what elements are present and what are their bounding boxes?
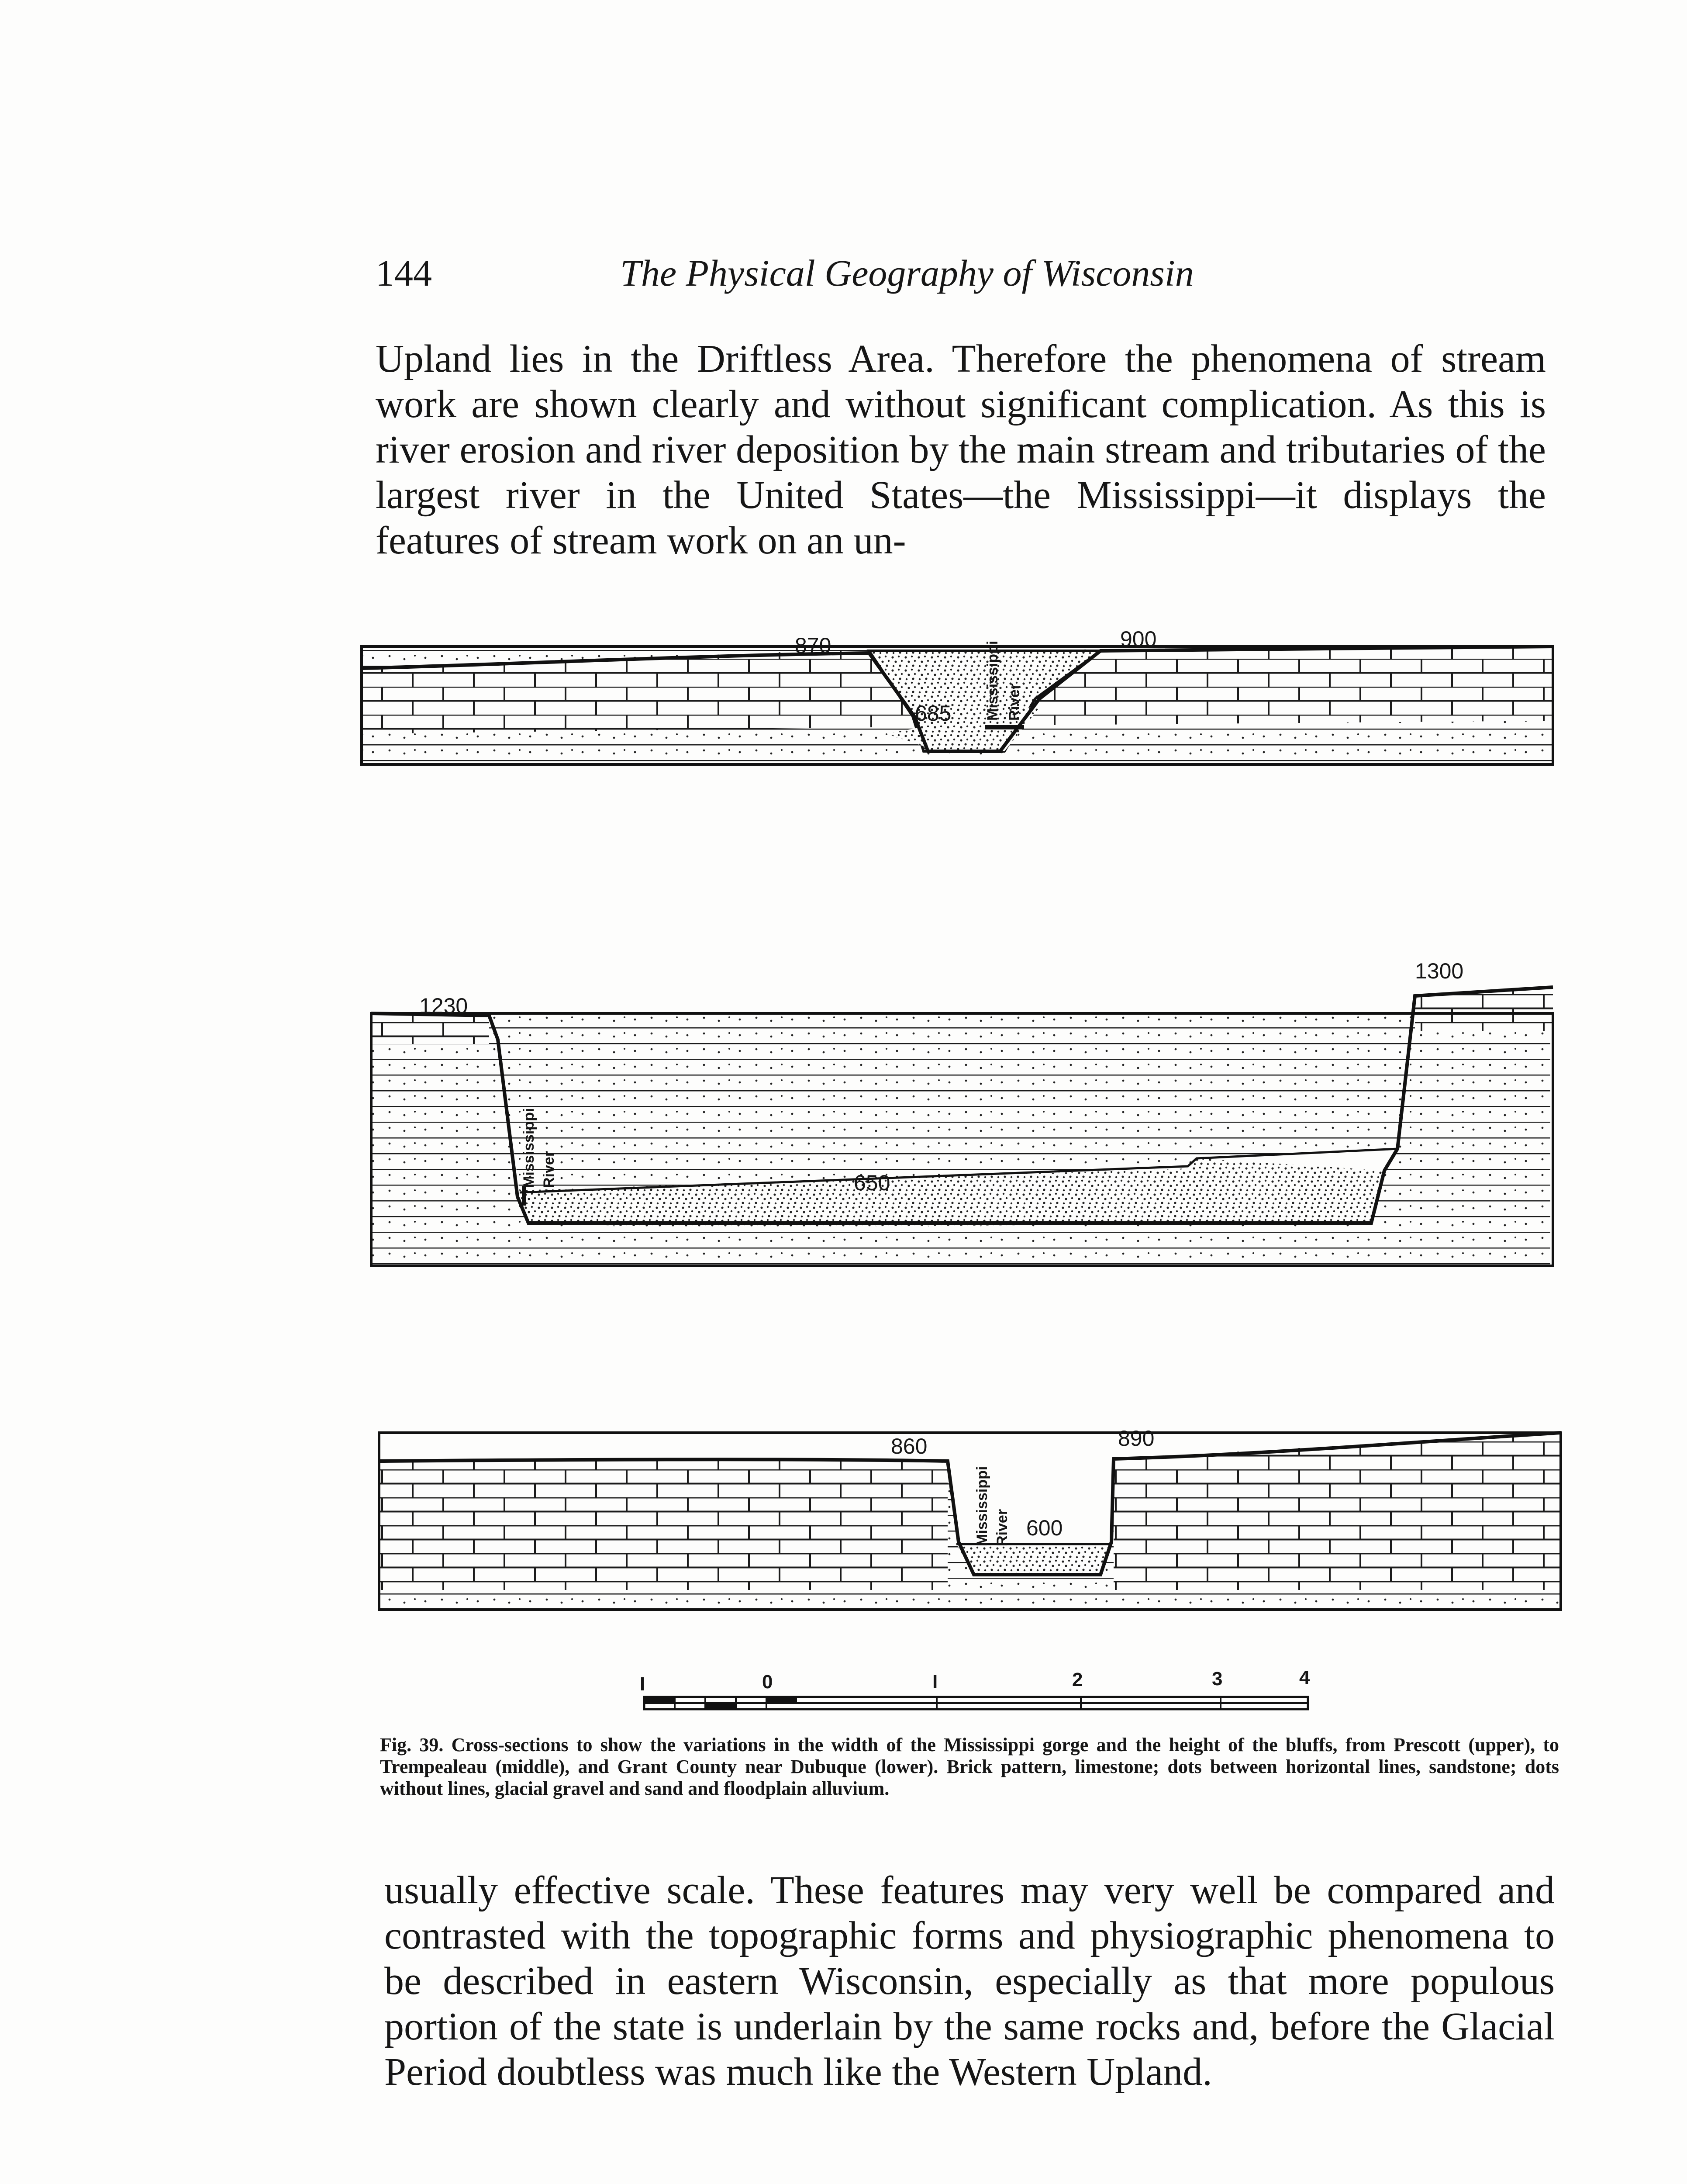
river-label-line2: River: [994, 1509, 1011, 1546]
scale-label-3: 3: [1212, 1668, 1223, 1690]
figure-caption: Fig. 39. Cross-sections to show the variations in the width of the Mississippi gorge and the height of the bluffs, from Prescott (upper), to Trempealeau (middle), and Grant County near Dubuque (lower). Brick pattern, limestone; dots between horizontal lines, sandstone; dots without lines, glacial gravel and sand and floodplain alluvium.: [380, 1734, 1559, 1799]
river-level-label: 685: [915, 701, 952, 726]
elevation-label-left: 870: [795, 633, 831, 658]
elevation-label-right: 900: [1120, 627, 1157, 651]
river-level-label: 650: [854, 1171, 890, 1195]
cross-section-upper: [362, 627, 1553, 764]
elevation-label-left: 1230: [419, 994, 468, 1018]
scale-label-0: 0: [762, 1671, 773, 1693]
running-header: [376, 251, 1546, 304]
elevation-label-right: 1300: [1415, 959, 1464, 983]
page-number: 144: [376, 252, 432, 294]
river-label-line1: Mississippi: [974, 1466, 990, 1546]
scale-bar: [640, 1667, 1310, 1709]
river-label-line1: Mississippi: [521, 1108, 537, 1188]
scale-label-4: 4: [1299, 1667, 1310, 1688]
river-label-line2: River: [541, 1151, 557, 1188]
river-label-line2: River: [1006, 683, 1023, 721]
elevation-label-right: 890: [1118, 1426, 1155, 1451]
river-label-line1: Mississippi: [984, 640, 1001, 721]
scale-label-minus1: I: [640, 1673, 645, 1695]
scale-label-1: I: [932, 1671, 938, 1693]
scale-label-2: 2: [1072, 1669, 1083, 1690]
river-level-label: 600: [1026, 1516, 1063, 1540]
body-paragraph-top: Upland lies in the Driftless Area. Therefore the phenomena of stream work are shown clearly and without significant complication. As this is river erosion and river deposition by the main stream and tributaries of the largest river in the United States—the Mississippi—it displays the features of stream work on an un-: [376, 337, 1546, 562]
body-paragraph-bottom: usually effective scale. These features may very well be compared and contrasted with the topographic forms and physiographic phenomena to be described in eastern Wisconsin, especially as that more populous portion of the state is underlain by the same rocks and, before the Glacial Period doubtless was much like the Western Upland.: [384, 1869, 1555, 2094]
elevation-label-left: 860: [891, 1434, 928, 1458]
running-title: The Physical Geography of Wisconsin: [620, 252, 1194, 294]
cross-section-middle: [371, 959, 1555, 1267]
cross-section-figure: [0, 603, 1687, 1721]
cross-section-lower: [379, 1426, 1561, 1610]
